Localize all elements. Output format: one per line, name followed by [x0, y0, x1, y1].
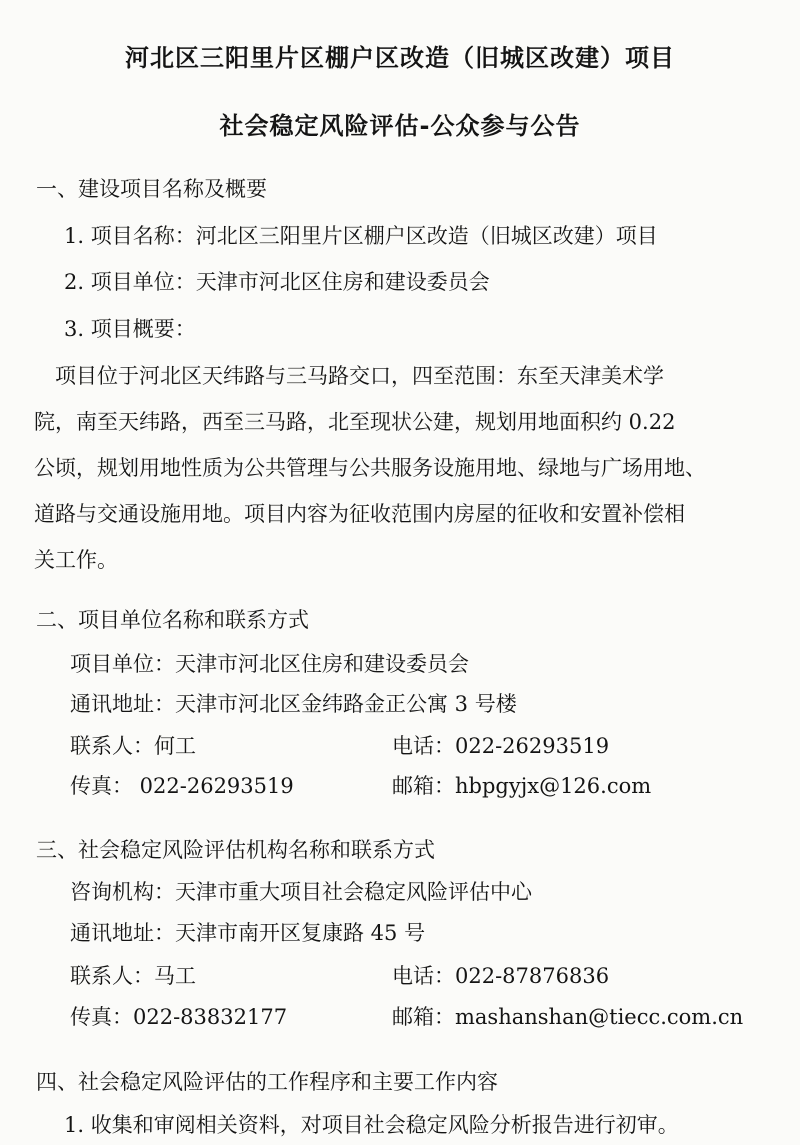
document-title-line2: 社会稳定风险评估-公众参与公告	[219, 112, 581, 140]
section3-fax: 传真：022-83832177	[70, 1005, 288, 1029]
section1-paragraph-line: 关工作。	[34, 548, 118, 572]
section3-phone: 电话：022-87876836	[392, 964, 610, 988]
document-title-line1: 河北区三阳里片区棚户区改造（旧城区改建）项目	[125, 44, 675, 72]
section1-item-project-name: 1. 项目名称：河北区三阳里片区棚户区改造（旧城区改建）项目	[64, 224, 658, 248]
section2-heading: 二、项目单位名称和联系方式	[36, 608, 309, 632]
section1-paragraph-line: 公顷，规划用地性质为公共管理与公共服务设施用地、绿地与广场用地、	[34, 456, 706, 480]
section4-heading: 四、社会稳定风险评估的工作程序和主要工作内容	[36, 1070, 498, 1094]
section3-heading: 三、社会稳定风险评估机构名称和联系方式	[36, 838, 435, 862]
section4-item-collect-materials: 1. 收集和审阅相关资料，对项目社会稳定风险分析报告进行初审。	[64, 1113, 679, 1137]
section3-email: 邮箱：mashanshan@tiecc.com.cn	[392, 1005, 744, 1029]
section1-paragraph-line: 项目位于河北区天纬路与三马路交口，四至范围：东至天津美术学	[34, 364, 664, 388]
section3-contact: 联系人：马工	[70, 964, 196, 988]
section3-address: 通讯地址：天津市南开区复康路 45 号	[70, 921, 426, 945]
section3-agency: 咨询机构：天津市重大项目社会稳定风险评估中心	[70, 880, 532, 904]
section2-phone: 电话：022-26293519	[392, 734, 610, 758]
section1-paragraph-line: 道路与交通设施用地。项目内容为征收范围内房屋的征收和安置补偿相	[34, 502, 685, 526]
section1-item-project-unit: 2. 项目单位：天津市河北区住房和建设委员会	[64, 270, 490, 294]
section1-paragraph-line: 院，南至天纬路，西至三马路，北至现状公建，规划用地面积约 0.22	[34, 410, 676, 434]
section2-email: 邮箱：hbpgyjx@126.com	[392, 774, 652, 798]
section1-heading: 一、建设项目名称及概要	[36, 177, 267, 201]
section2-contact: 联系人：何工	[70, 734, 196, 758]
section2-address: 通讯地址：天津市河北区金纬路金正公寓 3 号楼	[70, 692, 517, 716]
section2-project-unit: 项目单位：天津市河北区住房和建设委员会	[70, 652, 469, 676]
section2-fax: 传真： 022-26293519	[70, 774, 294, 798]
section1-item-project-overview: 3. 项目概要：	[64, 317, 196, 341]
